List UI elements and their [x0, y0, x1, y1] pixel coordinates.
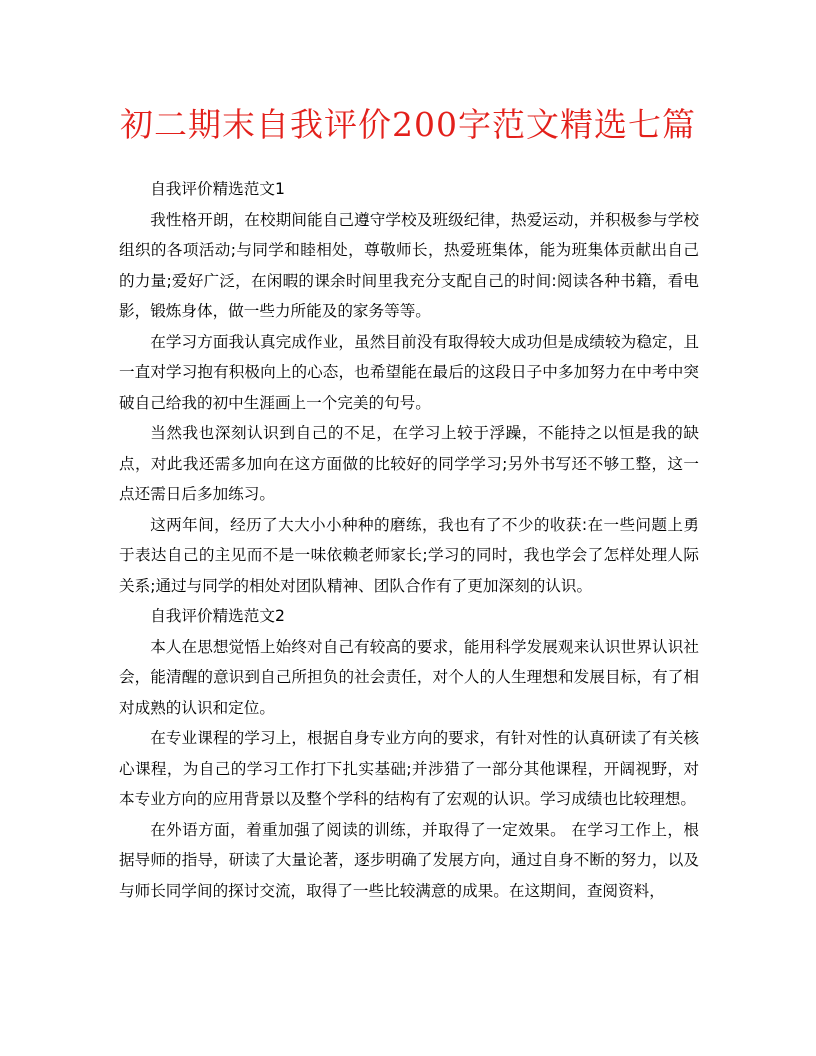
document-title: 初二期末自我评价200字范文精选七篇	[120, 105, 696, 144]
paragraph: 这两年间，经历了大大小小种种的磨练，我也有了不少的收获:在一些问题上勇于表达自己的主见而不是一味依赖老师家长;学习的同时，我也学会了怎样处理人际关系;通过与同学的相处对团队精神、团队合作有了更加深刻的认识。	[119, 515, 699, 595]
paragraph: 在外语方面，着重加强了阅读的训练，并取得了一定效果。 在学习工作上，根据导师的指导，研读了大量论著，逐步明确了发展方向，通过自身不断的努力，以及与师长同学间的探讨交流，取得了一些比较满意的成果。在这期间，查阅资料，	[119, 820, 699, 900]
paragraph: 当然我也深刻认识到自己的不足，在学习上较于浮躁，不能持之以恒是我的缺点，对此我还需多加向在这方面做的比较好的同学学习;另外书写还不够工整，这一点还需日后多加练习。	[119, 424, 699, 503]
paragraph: 本人在思想觉悟上始终对自己有较高的要求，能用科学发展观来认识世界认识社会，能清醒的意识到自己所担负的社会责任，对个人的人生理想和发展目标，有了相对成熟的认识和定位。	[119, 637, 699, 717]
section-heading-1: 自我评价精选范文1	[150, 180, 285, 198]
paragraph: 在专业课程的学习上，根据自身专业方向的要求，有针对性的认真研读了有关核心课程，为自己的学习工作打下扎实基础;并涉猎了一部分其他课程，开阔视野，对本专业方向的应用背景以及整个学科的结构有了宏观的认识。学习成绩也比较理想。	[119, 729, 699, 808]
document-body	[119, 174, 699, 906]
paragraph: 在学习方面我认真完成作业，虽然目前没有取得较大成功但是成绩较为稳定，且一直对学习抱有积极向上的心态，也希望能在最后的这段日子中多加努力在中考中突破自己给我的初中生涯画上一个完美的句号。	[119, 332, 699, 412]
paragraph: 我性格开朗，在校期间能自己遵守学校及班级纪律，热爱运动，并积极参与学校组织的各项活动;与同学和睦相处，尊敬师长，热爱班集体，能为班集体贡献出自己的力量;爱好广泛，在闲暇的课余时间里我充分支配自己的时间:阅读各种书籍，看电影，锻炼身体，做一些力所能及的家务等等。	[119, 210, 699, 320]
section-heading-2: 自我评价精选范文2	[150, 607, 285, 625]
